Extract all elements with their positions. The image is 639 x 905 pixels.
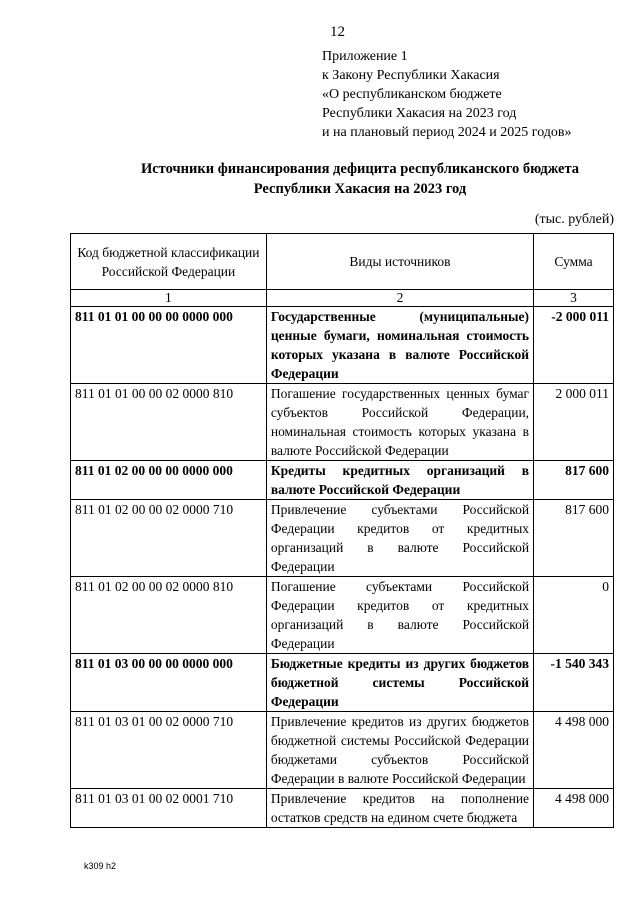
row-sum: 4 498 000	[534, 712, 614, 789]
column-number: 2	[266, 290, 533, 307]
row-code: 811 01 02 00 00 02 0000 710	[71, 500, 267, 577]
row-code: 811 01 01 00 00 02 0000 810	[71, 384, 267, 461]
table-row	[71, 654, 614, 712]
table-row	[71, 461, 614, 500]
appendix-line: «О республиканском бюджете	[322, 87, 502, 102]
row-sum: 817 600	[534, 500, 614, 577]
table-row	[71, 577, 614, 654]
column-number: 3	[534, 290, 614, 307]
row-code: 811 01 02 00 00 02 0000 810	[71, 577, 267, 654]
table-row	[71, 789, 614, 828]
row-code: 811 01 02 00 00 00 0000 000	[71, 461, 267, 500]
title-line-2: Республики Хакасия на 2023 год	[253, 181, 467, 197]
table-row	[71, 384, 614, 461]
row-desc: Привлечение кредитов из других бюджетов бюджетной системы Российской Федерации бюджетами субъектов Российской Федерации в валюте Российской Федерации	[266, 712, 533, 789]
row-code: 811 01 03 01 00 02 0000 710	[71, 712, 267, 789]
table-row	[71, 500, 614, 577]
table-header-row	[71, 234, 614, 290]
row-desc: Привлечение субъектами Российской Федерации кредитов от кредитных организаций в валюте Российской Федерации	[266, 500, 533, 577]
header-desc: Виды источников	[266, 234, 533, 290]
table-row	[71, 712, 614, 789]
column-number: 1	[71, 290, 267, 307]
row-desc: Кредиты кредитных организаций в валюте Российской Федерации	[266, 461, 533, 500]
header-sum: Сумма	[534, 234, 614, 290]
title-line-1: Источники финансирования дефицита республиканского бюджета	[140, 161, 580, 177]
units-label: (тыс. рублей)	[534, 212, 614, 227]
row-desc: Привлечение кредитов на пополнение остатков средств на едином счете бюджета	[266, 789, 533, 828]
row-desc: Бюджетные кредиты из других бюджетов бюджетной системы Российской Федерации	[266, 654, 533, 712]
page-number: 12	[330, 24, 345, 40]
row-sum: 2 000 011	[534, 384, 614, 461]
appendix-header	[322, 47, 572, 142]
appendix-line: и на плановый период 2024 и 2025 годов»	[322, 125, 572, 140]
column-number-row	[71, 290, 614, 307]
row-sum: 817 600	[534, 461, 614, 500]
row-sum: 4 498 000	[534, 789, 614, 828]
row-desc: Государственные (муниципальные) ценные бумаги, номинальная стоимость которых указана в валюте Российской Федерации	[266, 307, 533, 384]
financing-sources-table	[70, 233, 614, 828]
appendix-line: Приложение 1	[322, 49, 408, 64]
row-code: 811 01 03 01 00 02 0001 710	[71, 789, 267, 828]
row-sum: 0	[534, 577, 614, 654]
row-sum: -2 000 011	[534, 307, 614, 384]
row-code: 811 01 01 00 00 00 0000 000	[71, 307, 267, 384]
row-desc: Погашение государственных ценных бумаг субъектов Российской Федерации, номинальная стоимость которых указана в валюте Российской Федерации	[266, 384, 533, 461]
row-sum: -1 540 343	[534, 654, 614, 712]
row-desc: Погашение субъектами Российской Федерации кредитов от кредитных организаций в валюте Российской Федерации	[266, 577, 533, 654]
footer-code: k309 h2	[84, 861, 117, 871]
header-code: Код бюджетной классификации Российской Федерации	[71, 234, 267, 290]
appendix-line: к Закону Республики Хакасия	[322, 68, 500, 83]
row-code: 811 01 03 00 00 00 0000 000	[71, 654, 267, 712]
table-row	[71, 307, 614, 384]
appendix-line: Республики Хакасия на 2023 год	[322, 106, 517, 121]
document-title	[80, 159, 639, 199]
